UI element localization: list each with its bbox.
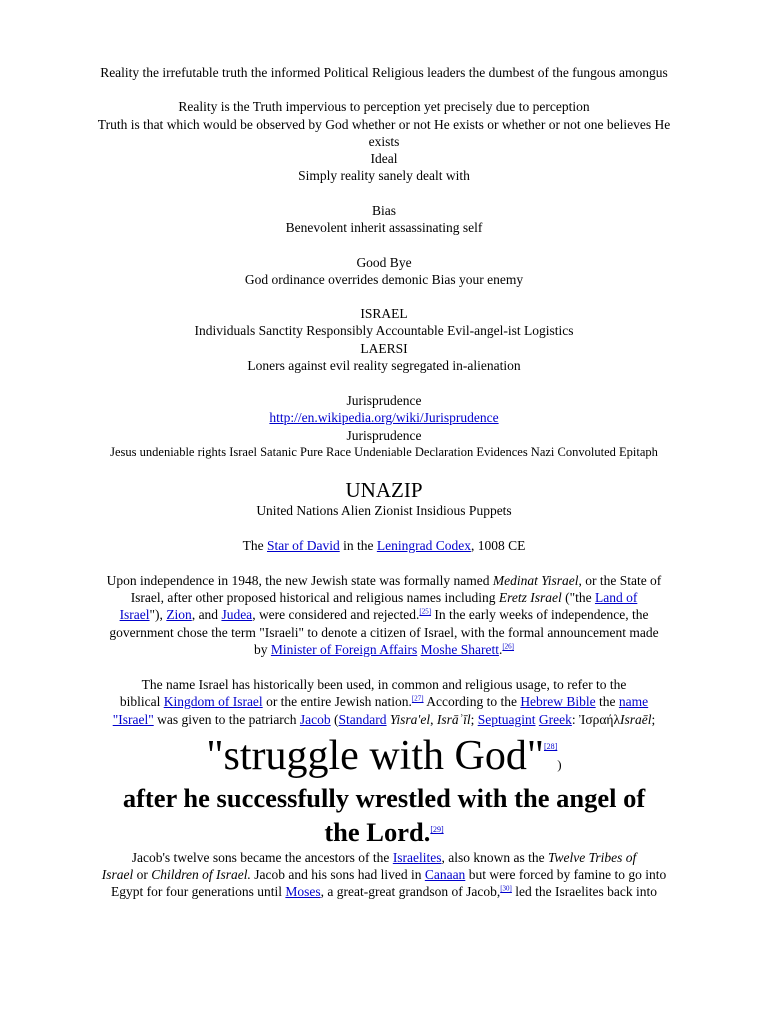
- big-quote: "struggle with God"[28]): [206, 733, 562, 779]
- text-line: ISRAEL: [360, 306, 408, 321]
- paragraph-line: biblical Kingdom of Israel or the entire Jewish nation.[27] According to the Hebrew Bible the name: [119, 694, 649, 709]
- paragraph-line: Upon independence in 1948, the new Jewish state was formally named Medinat Yisrael, or the State of: [106, 573, 662, 588]
- hebrew-bible-link[interactable]: Hebrew Bible: [520, 694, 596, 709]
- jurisprudence-link[interactable]: http://en.wikipedia.org/wiki/Jurisprudence: [269, 410, 499, 425]
- israel-name-link[interactable]: "Israel": [112, 712, 154, 727]
- paragraph-line: Israel"), Zion, and Judea, were considered and rejected.[25] In the early weeks of independence, the: [119, 607, 649, 622]
- caption-line: The Star of David in the Leningrad Codex, 1008 CE: [242, 538, 526, 553]
- israelites-link[interactable]: Israelites: [392, 850, 442, 865]
- paragraph-line: by Minister of Foreign Affairs Moshe Sharett.[26]: [253, 642, 515, 657]
- judea-link[interactable]: Judea: [221, 607, 253, 622]
- greek-link[interactable]: Greek: [538, 712, 572, 727]
- standard-link[interactable]: Standard: [338, 712, 387, 727]
- text-line: Simply reality sanely dealt with: [298, 168, 470, 183]
- heading-line: the Lord.[29]: [324, 817, 444, 847]
- ref-26-link[interactable]: [26]: [502, 642, 515, 651]
- moses-link[interactable]: Moses: [285, 884, 321, 899]
- text-line: Reality the irrefutable truth the informed Political Religious leaders the dumbest of the fungous amongus: [100, 65, 668, 80]
- paragraph-line: government chose the term "Israeli" to denote a citizen of Israel, with the formal announcement made: [109, 625, 659, 640]
- canaan-link[interactable]: Canaan: [424, 867, 466, 882]
- ref-30-link[interactable]: [30]: [500, 884, 512, 893]
- text-line: Reality is the Truth impervious to perception yet precisely due to perception: [178, 99, 590, 114]
- ref-28-link[interactable]: [28]: [543, 742, 558, 751]
- link-line: [0, 409, 768, 426]
- star-of-david-link[interactable]: Star of David: [267, 538, 340, 553]
- text-line: Individuals Sanctity Responsibly Accountable Evil-angel-ist Logistics: [194, 323, 574, 338]
- heading-line: after he successfully wrestled with the angel of: [122, 783, 646, 813]
- land-of-israel-link[interactable]: Land of: [594, 590, 638, 605]
- minister-foreign-affairs-link[interactable]: Minister of Foreign Affairs: [270, 642, 418, 657]
- text-line: United Nations Alien Zionist Insidious Puppets: [256, 503, 512, 518]
- ref-27-link[interactable]: [27]: [411, 694, 424, 703]
- septuagint-link[interactable]: Septuagint: [477, 712, 536, 727]
- land-of-israel-link-cont[interactable]: Israel: [119, 607, 150, 622]
- paragraph-line: The name Israel has historically been used, in common and religious usage, to refer to the: [141, 677, 627, 692]
- text-line: Jesus undeniable rights Israel Satanic Pure Race Undeniable Declaration Evidences Nazi Convoluted Epitaph: [110, 445, 658, 459]
- text-line: Truth is that which would be observed by God whether or not He exists or whether or not one believes He: [97, 117, 671, 132]
- paragraph-line: Israel, after other proposed historical and religious names including Eretz Israel ("the Land of: [130, 590, 638, 605]
- paragraph-line: Jacob's twelve sons became the ancestors of the Israelites, also known as the Twelve Tribes of: [131, 850, 637, 865]
- paragraph-line: Israel or Children of Israel. Jacob and his sons had lived in Canaan but were forced by famine to go into: [101, 867, 667, 882]
- text-line: Bias: [371, 203, 396, 218]
- paragraph-line: Egypt for four generations until Moses, a great-great grandson of Jacob,[30] led the Israelites back into: [111, 884, 657, 899]
- text-line: LAERSI: [360, 341, 408, 356]
- kingdom-of-israel-link[interactable]: Kingdom of Israel: [163, 694, 263, 709]
- jacob-link[interactable]: Jacob: [299, 712, 331, 727]
- text-line: God ordinance overrides demonic Bias your enemy: [244, 272, 524, 287]
- text-line: Benevolent inherit assassinating self: [285, 220, 483, 235]
- unazip-heading: UNAZIP: [345, 478, 423, 502]
- text-line: exists: [368, 134, 400, 149]
- name-link[interactable]: name: [618, 694, 649, 709]
- text-line: Jurisprudence: [346, 428, 422, 443]
- zion-link[interactable]: Zion: [166, 607, 192, 622]
- moshe-sharett-link[interactable]: Moshe Sharett: [420, 642, 499, 657]
- text-line: Jurisprudence: [346, 393, 422, 408]
- text-line: Ideal: [370, 151, 398, 166]
- ref-25-link[interactable]: [25]: [419, 607, 432, 616]
- leningrad-codex-link[interactable]: Leningrad Codex: [376, 538, 471, 553]
- paragraph-line: "Israel" was given to the patriarch Jacob (Standard Yisra'el, Isrāʾīl; Septuagint Greek: ἸσραήλIsraēl;: [112, 712, 656, 727]
- ref-29-link[interactable]: [29]: [430, 825, 444, 834]
- text-line: Loners against evil reality segregated in-alienation: [247, 358, 521, 373]
- text-line: Good Bye: [356, 255, 412, 270]
